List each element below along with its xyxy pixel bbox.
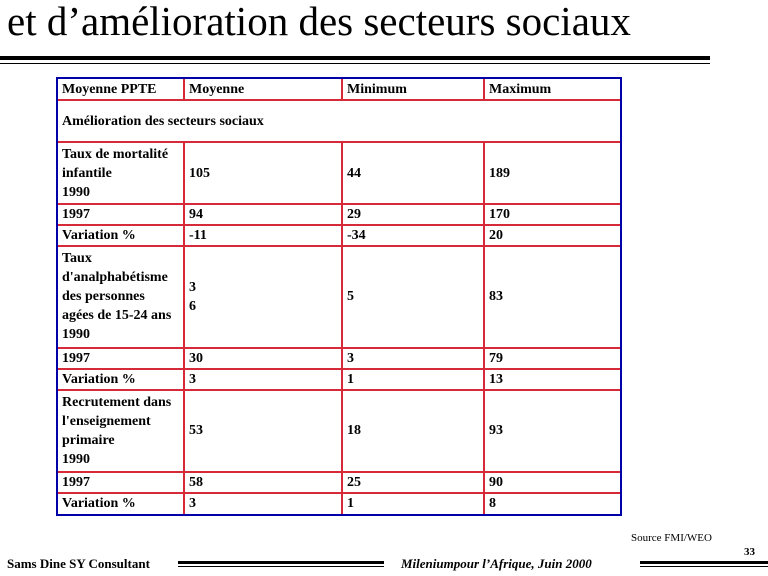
cell-minimum: 3 <box>342 348 484 369</box>
table-row <box>58 246 620 347</box>
source-note: Source FMI/WEO <box>631 532 712 544</box>
header-cell: Moyenne <box>184 79 342 100</box>
footer-event: Mileniumpour l’Afrique, Juin 2000 <box>401 556 592 571</box>
cell-minimum: 44 <box>342 142 484 204</box>
table-row <box>58 204 620 225</box>
cell-maximum: 20 <box>484 225 620 246</box>
row-label: Variation % <box>58 369 184 390</box>
footer-rule-left <box>178 561 384 567</box>
social-sectors-table <box>58 79 620 514</box>
cell-moyenne: 3 <box>184 369 342 390</box>
row-label: Variation % <box>58 225 184 246</box>
cell-moyenne: 58 <box>184 472 342 493</box>
footer-rule-right <box>640 561 768 567</box>
table-header-row <box>58 79 620 100</box>
table-row <box>58 225 620 246</box>
section-title: Amélioration des secteurs sociaux <box>58 100 620 142</box>
cell-maximum: 170 <box>484 204 620 225</box>
cell-minimum: 1 <box>342 369 484 390</box>
cell-maximum: 189 <box>484 142 620 204</box>
cell-moyenne: -11 <box>184 225 342 246</box>
cell-maximum: 90 <box>484 472 620 493</box>
header-cell: Minimum <box>342 79 484 100</box>
cell-minimum: 5 <box>342 246 484 347</box>
section-row <box>58 100 620 142</box>
cell-moyenne: 94 <box>184 204 342 225</box>
cell-maximum: 79 <box>484 348 620 369</box>
cell-maximum: 8 <box>484 493 620 514</box>
cell-maximum: 83 <box>484 246 620 347</box>
table-row <box>58 390 620 472</box>
cell-moyenne: 3 6 <box>184 246 342 347</box>
header-cell: Moyenne PPTE <box>58 79 184 100</box>
row-label: 1997 <box>58 348 184 369</box>
table-row <box>58 472 620 493</box>
cell-moyenne: 53 <box>184 390 342 472</box>
table-row <box>58 493 620 514</box>
row-label: Recrutement dans l'enseignement primaire 1990 <box>58 390 184 472</box>
title-underline-thick <box>0 56 710 60</box>
table-row <box>58 369 620 390</box>
page-number: 33 <box>744 546 755 558</box>
cell-moyenne: 105 <box>184 142 342 204</box>
table-row <box>58 142 620 204</box>
cell-maximum: 93 <box>484 390 620 472</box>
title-underline-thin <box>0 63 710 64</box>
cell-minimum: -34 <box>342 225 484 246</box>
row-label: Taux d'analphabétisme des personnes agées de 15-24 ans 1990 <box>58 246 184 347</box>
cell-minimum: 18 <box>342 390 484 472</box>
table-row <box>58 348 620 369</box>
cell-minimum: 1 <box>342 493 484 514</box>
cell-moyenne: 3 <box>184 493 342 514</box>
row-label: Taux de mortalité infantile 1990 <box>58 142 184 204</box>
data-table-frame <box>56 77 622 516</box>
cell-minimum: 29 <box>342 204 484 225</box>
row-label: 1997 <box>58 472 184 493</box>
row-label: 1997 <box>58 204 184 225</box>
cell-maximum: 13 <box>484 369 620 390</box>
footer-author: Sams Dine SY Consultant <box>7 556 150 571</box>
row-label: Variation % <box>58 493 184 514</box>
cell-minimum: 25 <box>342 472 484 493</box>
slide-title: et d’amélioration des secteurs sociaux <box>7 0 631 44</box>
header-cell: Maximum <box>484 79 620 100</box>
cell-moyenne: 30 <box>184 348 342 369</box>
